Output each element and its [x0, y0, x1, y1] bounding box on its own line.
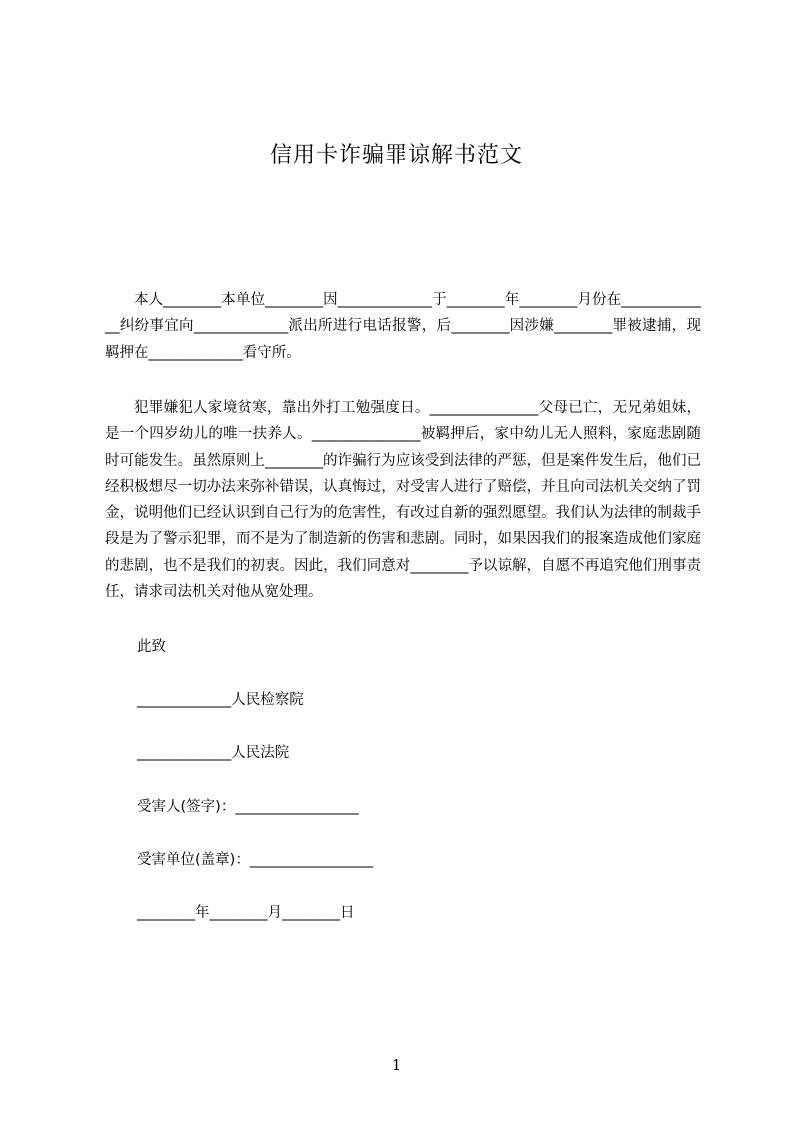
victim-unit-seal-line: 受害单位(盖章)：_________________	[137, 852, 374, 868]
victim-signature-line: 受害人(签字)：_________________	[137, 799, 359, 815]
addressee-court: _____________人民法院	[137, 745, 290, 761]
date-line: ________年________月________日	[137, 905, 355, 921]
body-paragraph-report: 本人________本单位________因_____________于________年________月份在_____________纠纷事宜向_____________派出所进行电话报警，后________因涉嫌________罪被逮捕，现羁押在_____________看守所。	[105, 292, 701, 361]
page-title: 信用卡诈骗罪谅解书范文	[269, 143, 523, 168]
addressee-procuratorate: _____________人民检察院	[137, 692, 304, 708]
body-paragraph-forgiveness: 犯罪嫌犯人家境贫寒，靠出外打工勉强度日。_______________父母已亡，无兄弟姐妹，是一个四岁幼儿的唯一扶养人。_______________被羁押后，家中幼儿无人照料，家庭悲剧随时可能发生。虽然原则上________的诈骗行为应该受到法律的严惩，但是案件发生后，他们已经积极想尽一切办法来弥补错误，认真悔过，对受害人进行了赔偿，并且向司法机关交纳了罚金，说明他们已经认识到自己行为的危害性，有改过自新的强烈愿望。我们认为法律的制裁手段是为了警示犯罪，而不是为了制造新的伤害和悲剧。同时，如果因我们的报案造成他们家庭的悲剧，也不是我们的初衷。因此，我们同意对________予以谅解，自愿不再追究他们刑事责任，请求司法机关对他从宽处理。	[105, 400, 701, 601]
page-number: 1	[391, 1056, 402, 1074]
salutation: 此致	[137, 639, 166, 655]
